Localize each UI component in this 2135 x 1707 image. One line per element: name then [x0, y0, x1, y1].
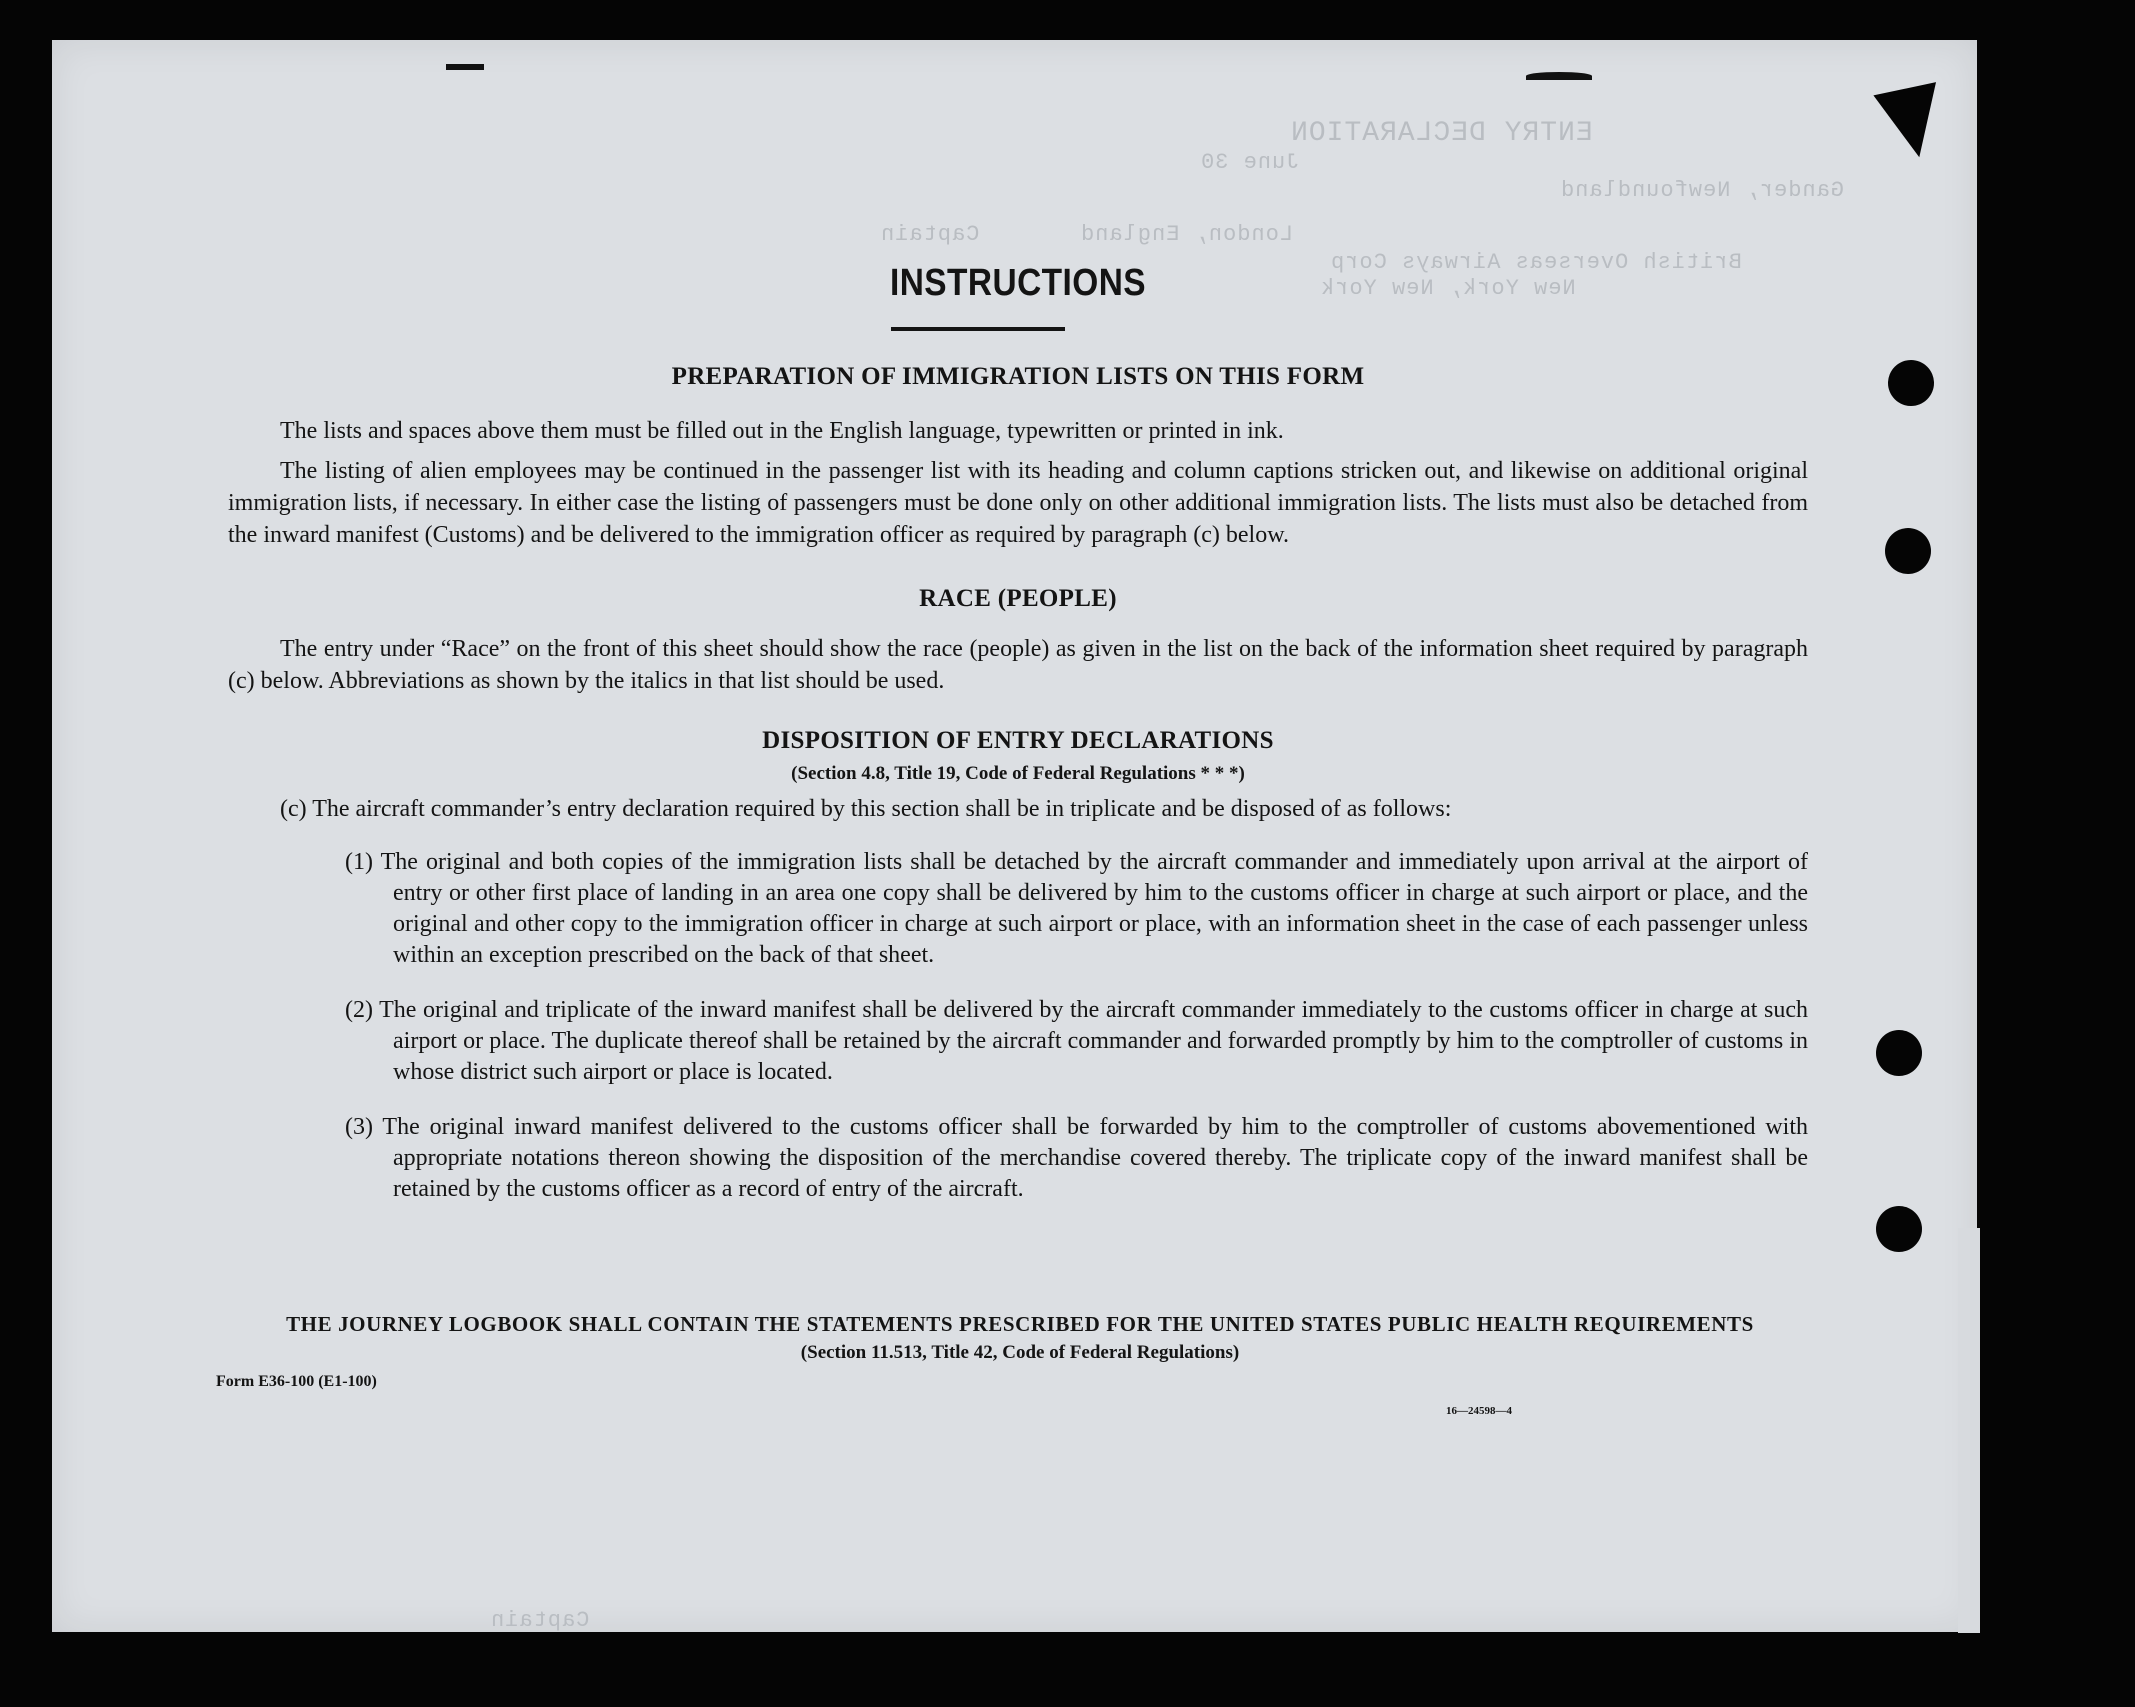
ink-mark: [1526, 72, 1592, 80]
disposition-citation: (Section 4.8, Title 19, Code of Federal Regulations * * *): [791, 763, 1245, 784]
punch-hole: [1885, 528, 1931, 574]
bleed-through-text: Captain: [880, 222, 980, 247]
disposition-item: (2) The original and triplicate of the inward manifest shall be delivered by the aircraft commander immediately to the customs officer in charge at such airport or place. The duplicate thereof shall be retained by the aircraft commander and forwarded promptly by him to the comptroller of customs in whose district such airport or place is located.: [345, 997, 1808, 1085]
bleed-through-text: London, England: [1080, 222, 1294, 247]
instructions-body: [228, 262, 1808, 1205]
bleed-through-text: Gander, Newfoundland: [1560, 178, 1845, 203]
sheet-edge: [1958, 1228, 1980, 1633]
race-paragraph: The entry under “Race” on the front of this sheet should show the race (people) as given in the list on the back of the information sheet required by paragraph (c) below. Abbreviations as shown by the italics in that list should be used.: [228, 636, 1808, 694]
ink-mark: [446, 64, 484, 70]
journey-logbook-notice: THE JOURNEY LOGBOOK SHALL CONTAIN THE STATEMENTS PRESCRIBED FOR THE UNITED STATES PUBLIC HEALTH REQUIREMENTS: [286, 1312, 1754, 1336]
preparation-paragraph: The listing of alien employees may be continued in the passenger list with its heading and column captions stricken out, and likewise on additional original immigration lists, if necessary. In either case the listing of passengers must be done only on other additional immigration lists. The lists must also be detached from the inward manifest (Customs) and be delivered to the immigration officer as required by paragraph (c) below.: [228, 458, 1808, 548]
bleed-through-text: British Overseas Airways Corp: [1330, 250, 1742, 275]
preparation-paragraph: The lists and spaces above them must be filled out in the English language, typewritten or printed in ink.: [280, 418, 1284, 444]
disposition-item: (3) The original inward manifest delivered to the customs officer shall be forwarded by him to the comptroller of customs abovementioned with appropriate notations thereon showing the disposition of the merchandise covered thereby. The triplicate copy of the inward manifest shall be retained by the customs officer as a record of entry of the aircraft.: [345, 1114, 1808, 1202]
punch-hole: [1888, 360, 1934, 406]
title-underline: [891, 327, 1065, 331]
race-heading: RACE (PEOPLE): [919, 585, 1117, 612]
bleed-through-text: June 30: [1200, 150, 1300, 175]
journey-citation: (Section 11.513, Title 42, Code of Federal Regulations): [800, 1342, 1240, 1363]
disposition-lead: (c) The aircraft commander’s entry declaration required by this section shall be in triplicate and be disposed of as follows:: [280, 796, 1452, 822]
page-title: INSTRUCTIONS: [889, 262, 1147, 304]
preparation-heading: PREPARATION OF IMMIGRATION LISTS ON THIS FORM: [671, 363, 1365, 390]
bleed-through-text: ENTRY DECLARATION: [1290, 118, 1593, 149]
bleed-through-text: Captain: [490, 1608, 590, 1633]
disposition-heading: DISPOSITION OF ENTRY DECLARATIONS: [762, 727, 1274, 754]
print-code: 16—24598—4: [1446, 1405, 1512, 1417]
form-number: Form E36-100 (E1-100): [216, 1373, 377, 1390]
punch-hole: [1876, 1030, 1922, 1076]
disposition-item: (1) The original and both copies of the immigration lists shall be detached by the aircraft commander and immediately upon arrival at the airport of entry or other first place of landing in an area one copy shall be delivered by him to the customs officer in charge at such airport or place, and the original and other copy to the immigration officer in charge at such airport or place, with an information sheet in the case of each passenger unless within an exception prescribed on the back of that sheet.: [345, 849, 1808, 968]
bleed-through-text: New York, New York: [1320, 276, 1576, 301]
punch-hole: [1876, 1206, 1922, 1252]
